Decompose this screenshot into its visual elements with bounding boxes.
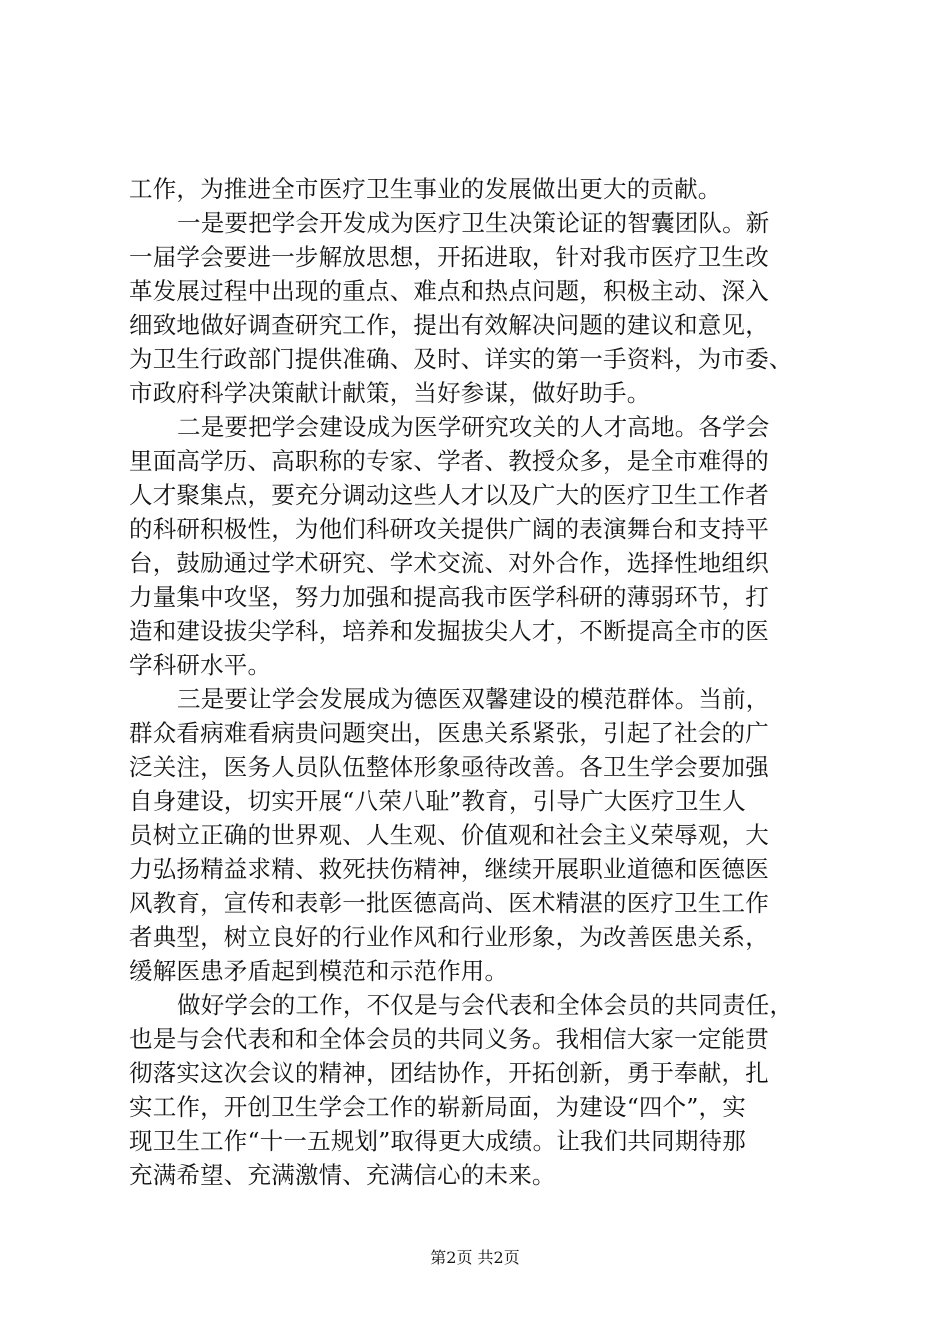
text-line: 也是与会代表和和全体会员的共同义务。我相信大家一定能贯 [129, 1025, 769, 1053]
text-line: 台，鼓励通过学术研究、学术交流、对外合作，选择性地组织 [129, 549, 769, 577]
text-line: 力弘扬精益求精、救死扶伤精神，继续开展职业道德和医德医 [129, 855, 769, 883]
text-line: 里面高学历、高职称的专家、学者、教授众多，是全市难得的 [129, 447, 769, 475]
text-line: 实工作，开创卫生学会工作的崭新局面，为建设“四个”，实 [129, 1093, 746, 1121]
text-line: 人才聚集点，要充分调动这些人才以及广大的医疗卫生工作者 [129, 481, 769, 509]
text-line: 缓解医患矛盾起到模范和示范作用。 [129, 957, 509, 985]
text-line: 为卫生行政部门提供准确、及时、详实的第一手资料，为市委、 [129, 345, 793, 373]
text-line: 群众看病难看病贵问题突出，医患关系紧张，引起了社会的广 [129, 719, 769, 747]
text-line: 充满希望、充满激情、充满信心的未来。 [129, 1161, 556, 1189]
text-line: 造和建设拔尖学科，培养和发掘拔尖人才，不断提高全市的医 [129, 617, 769, 645]
text-line: 一届学会要进一步解放思想，开拓进取，针对我市医疗卫生改 [129, 243, 769, 271]
text-line: 彻落实这次会议的精神，团结协作，开拓创新，勇于奉献，扎 [129, 1059, 769, 1087]
page-number: 第2页 共2页 [430, 1248, 520, 1267]
text-line: 细致地做好调查研究工作，提出有效解决问题的建议和意见， [129, 311, 769, 339]
text-line: 自身建设，切实开展“八荣八耻”教育，引导广大医疗卫生人 [129, 787, 746, 815]
text-line: 工作，为推进全市医疗卫生事业的发展做出更大的贡献。 [129, 175, 722, 203]
text-line: 力量集中攻坚，努力加强和提高我市医学科研的薄弱环节，打 [129, 583, 769, 611]
text-line: 做好学会的工作，不仅是与会代表和全体会员的共同责任， [177, 991, 794, 1019]
text-line: 革发展过程中出现的重点、难点和热点问题，积极主动、深入 [129, 277, 769, 305]
text-line: 学科研水平。 [129, 651, 272, 679]
text-line: 市政府科学决策献计献策，当好参谋，做好助手。 [129, 379, 651, 407]
text-line: 一是要把学会开发成为医疗卫生决策论证的智囊团队。新 [177, 209, 770, 237]
text-line: 现卫生工作“十一五规划”取得更大成绩。让我们共同期待那 [129, 1127, 746, 1155]
text-line: 三是要让学会发展成为德医双馨建设的模范群体。当前， [177, 685, 770, 713]
text-line: 二是要把学会建设成为医学研究攻关的人才高地。各学会 [177, 413, 770, 441]
text-line: 员树立正确的世界观、人生观、价值观和社会主义荣辱观，大 [129, 821, 769, 849]
text-line: 风教育，宣传和表彰一批医德高尚、医术精湛的医疗卫生工作 [129, 889, 769, 917]
text-line: 者典型，树立良好的行业作风和行业形象，为改善医患关系， [129, 923, 769, 951]
text-line: 的科研积极性，为他们科研攻关提供广阔的表演舞台和支持平 [129, 515, 769, 543]
text-line: 泛关注，医务人员队伍整体形象亟待改善。各卫生学会要加强 [129, 753, 769, 781]
